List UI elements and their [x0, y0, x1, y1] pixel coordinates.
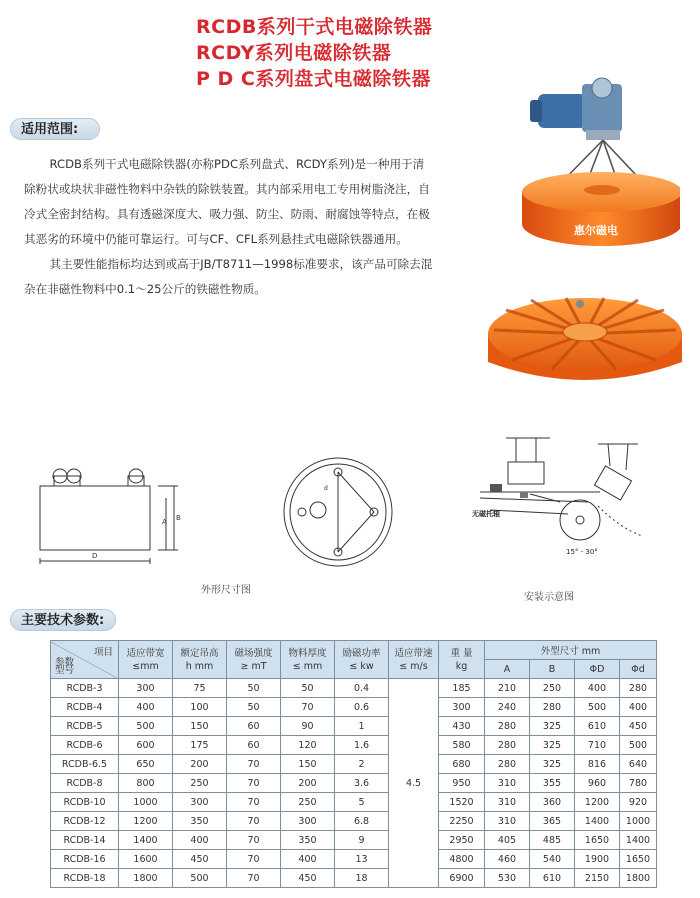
- table-cell: 405: [485, 831, 530, 850]
- table-cell: 250: [530, 679, 575, 698]
- table-cell: 300: [281, 812, 335, 831]
- table-cell: RCDB-16: [51, 850, 119, 869]
- table-cell: RCDB-10: [51, 793, 119, 812]
- corner-model-label: 型号: [55, 664, 75, 676]
- table-cell: RCDB-18: [51, 869, 119, 888]
- table-cell: 200: [173, 755, 227, 774]
- table-cell: RCDB-4: [51, 698, 119, 717]
- corner-param-label: 参数: [55, 656, 75, 668]
- table-cell: 1400: [575, 812, 620, 831]
- table-cell: 1900: [575, 850, 620, 869]
- table-cell: 280: [485, 717, 530, 736]
- table-cell: RCDB-8: [51, 774, 119, 793]
- table-cell: 800: [119, 774, 173, 793]
- table-cell: 2250: [439, 812, 485, 831]
- corner-item-label: 项目: [93, 646, 113, 658]
- table-cell: 1.6: [335, 736, 389, 755]
- table-cell: 310: [485, 812, 530, 831]
- table-cell: 175: [173, 736, 227, 755]
- table-cell: 185: [439, 679, 485, 698]
- table-cell: 1800: [119, 869, 173, 888]
- col-head-material-thickness: 物料厚度 ≤ mm: [281, 641, 335, 679]
- table-cell: 0.6: [335, 698, 389, 717]
- table-cell: 70: [227, 793, 281, 812]
- table-cell: 530: [485, 869, 530, 888]
- table-cell: 1000: [119, 793, 173, 812]
- table-cell: 60: [227, 717, 281, 736]
- table-cell: 150: [281, 755, 335, 774]
- table-cell: 50: [281, 679, 335, 698]
- table-cell: 400: [119, 698, 173, 717]
- table-cell: 280: [620, 679, 657, 698]
- table-cell: 200: [281, 774, 335, 793]
- table-cell: 50: [227, 679, 281, 698]
- speed-merged-cell: 4.5: [389, 679, 439, 888]
- col-head-outer-d: ΦD: [575, 660, 620, 679]
- table-cell: 500: [575, 698, 620, 717]
- table-cell: 18: [335, 869, 389, 888]
- table-cell: 13: [335, 850, 389, 869]
- params-heading: 主要技术参数:: [10, 609, 116, 631]
- table-row: [51, 793, 657, 812]
- table-cell: 300: [173, 793, 227, 812]
- table-cell: 2150: [575, 869, 620, 888]
- brand-label: 惠尔磁电: [574, 224, 618, 237]
- table-cell: 280: [485, 755, 530, 774]
- col-head-hang-height: 额定吊高 h mm: [173, 641, 227, 679]
- outline-top-view: [278, 454, 398, 572]
- table-cell: 1200: [575, 793, 620, 812]
- product-photo-suspended: [508, 74, 680, 254]
- spec-table: [50, 640, 657, 888]
- table-cell: 450: [173, 850, 227, 869]
- table-cell: 4800: [439, 850, 485, 869]
- table-cell: 6.8: [335, 812, 389, 831]
- table-cell: 780: [620, 774, 657, 793]
- table-cell: 75: [173, 679, 227, 698]
- table-row: [51, 774, 657, 793]
- table-cell: 6900: [439, 869, 485, 888]
- spec-table-body: [51, 679, 657, 888]
- col-head-b: B: [530, 660, 575, 679]
- table-cell: 1400: [119, 831, 173, 850]
- col-head-belt-width: 适应带宽 ≤mm: [119, 641, 173, 679]
- table-cell: 150: [173, 717, 227, 736]
- dim-a-label: A: [162, 518, 167, 526]
- table-cell: 240: [485, 698, 530, 717]
- col-head-belt-speed: 适应带速 ≤ m/s: [389, 641, 439, 679]
- table-row: [51, 812, 657, 831]
- table-cell: 540: [530, 850, 575, 869]
- table-cell: 1650: [575, 831, 620, 850]
- table-cell: 0.4: [335, 679, 389, 698]
- table-cell: 310: [485, 793, 530, 812]
- table-cell: 400: [620, 698, 657, 717]
- table-cell: 70: [281, 698, 335, 717]
- table-cell: 450: [620, 717, 657, 736]
- table-cell: 350: [173, 812, 227, 831]
- table-cell: 500: [119, 717, 173, 736]
- dim-b-label: B: [176, 514, 181, 522]
- table-cell: 70: [227, 831, 281, 850]
- install-caption: 安装示意图: [524, 592, 574, 603]
- table-cell: 610: [530, 869, 575, 888]
- scope-heading: 适用范围:: [10, 118, 100, 140]
- table-cell: 250: [281, 793, 335, 812]
- table-cell: 280: [485, 736, 530, 755]
- scope-text: [24, 152, 434, 302]
- scope-paragraph-2: 其主要性能指标均达到或高于JB/T8711—1998标准要求，该产品可除去混杂在非磁性物料中0.1～25公斤的铁磁性物质。: [24, 257, 433, 296]
- table-cell: RCDB-6.5: [51, 755, 119, 774]
- table-cell: 1400: [620, 831, 657, 850]
- table-cell: 400: [173, 831, 227, 850]
- table-row: [51, 717, 657, 736]
- table-cell: 960: [575, 774, 620, 793]
- table-cell: 1: [335, 717, 389, 736]
- table-cell: RCDB-3: [51, 679, 119, 698]
- table-row: [51, 736, 657, 755]
- table-cell: 500: [620, 736, 657, 755]
- table-cell: 600: [119, 736, 173, 755]
- table-cell: 950: [439, 774, 485, 793]
- table-cell: 920: [620, 793, 657, 812]
- table-row: [51, 831, 657, 850]
- header-corner: [51, 641, 119, 679]
- table-cell: 120: [281, 736, 335, 755]
- table-cell: 355: [530, 774, 575, 793]
- table-cell: 70: [227, 755, 281, 774]
- table-cell: 325: [530, 736, 575, 755]
- table-cell: 580: [439, 736, 485, 755]
- angle-label: 15° - 30°: [566, 548, 598, 556]
- table-cell: 325: [530, 755, 575, 774]
- table-cell: 400: [281, 850, 335, 869]
- title-pdc: P D C系列盘式电磁除铁器: [196, 68, 431, 90]
- table-cell: 300: [119, 679, 173, 698]
- dim-d-label: D: [92, 552, 98, 560]
- table-cell: 450: [281, 869, 335, 888]
- title-rcdb: RCDB系列干式电磁除铁器: [196, 16, 433, 38]
- table-cell: 60: [227, 736, 281, 755]
- table-cell: 5: [335, 793, 389, 812]
- outline-side-view: [28, 462, 186, 572]
- col-head-inner-d: Φd: [620, 660, 657, 679]
- table-cell: 485: [530, 831, 575, 850]
- col-head-excitation-power: 励磁功率 ≤ kw: [335, 641, 389, 679]
- table-cell: 710: [575, 736, 620, 755]
- table-cell: 280: [530, 698, 575, 717]
- title-block: [196, 14, 432, 92]
- install-diagram: [470, 432, 660, 562]
- col-head-field-strength: 磁场强度 ≥ mT: [227, 641, 281, 679]
- table-cell: 100: [173, 698, 227, 717]
- table-cell: 2950: [439, 831, 485, 850]
- table-cell: 70: [227, 869, 281, 888]
- table-cell: 310: [485, 774, 530, 793]
- table-cell: 70: [227, 812, 281, 831]
- table-cell: 9: [335, 831, 389, 850]
- table-row: [51, 755, 657, 774]
- table-cell: 1800: [620, 869, 657, 888]
- table-row: [51, 850, 657, 869]
- table-cell: 250: [173, 774, 227, 793]
- table-cell: 350: [281, 831, 335, 850]
- title-rcdy: RCDY系列电磁除铁器: [196, 42, 392, 64]
- scope-paragraph-1: RCDB系列干式电磁除铁器(亦称PDC系列盘式、RCDY系列)是一种用于清除粉状或块状非磁性物料中杂铁的除铁装置。其内部采用电工专用树脂浇注，自冷式全密封结构。具有透磁深度大、吸力强、防尘、防雨、耐腐蚀等特点，在极其恶劣的环境中仍能可靠运行。可与CF、CFL系列悬挂式电磁除铁器通用。: [24, 157, 430, 246]
- table-cell: 1520: [439, 793, 485, 812]
- table-cell: 3.6: [335, 774, 389, 793]
- table-cell: 816: [575, 755, 620, 774]
- table-cell: 1600: [119, 850, 173, 869]
- table-cell: RCDB-14: [51, 831, 119, 850]
- table-cell: 50: [227, 698, 281, 717]
- no-mag-roller-label: 无磁托辊: [472, 510, 500, 518]
- table-cell: 365: [530, 812, 575, 831]
- table-cell: 640: [620, 755, 657, 774]
- outline-caption: 外形尺寸图: [201, 585, 251, 596]
- table-cell: 430: [439, 717, 485, 736]
- table-cell: 400: [575, 679, 620, 698]
- col-head-a: A: [485, 660, 530, 679]
- table-cell: 210: [485, 679, 530, 698]
- table-cell: 1000: [620, 812, 657, 831]
- table-row: [51, 679, 657, 698]
- table-cell: RCDB-6: [51, 736, 119, 755]
- table-cell: RCDB-5: [51, 717, 119, 736]
- col-head-weight: 重 量 kg: [439, 641, 485, 679]
- table-row: [51, 869, 657, 888]
- col-head-dimensions: 外型尺寸 mm: [485, 641, 657, 660]
- table-cell: 650: [119, 755, 173, 774]
- table-cell: 680: [439, 755, 485, 774]
- table-cell: 70: [227, 774, 281, 793]
- table-cell: 610: [575, 717, 620, 736]
- table-row: [51, 698, 657, 717]
- table-cell: 300: [439, 698, 485, 717]
- table-cell: RCDB-12: [51, 812, 119, 831]
- dim-small-d-label: d: [324, 485, 328, 492]
- table-cell: 325: [530, 717, 575, 736]
- table-cell: 460: [485, 850, 530, 869]
- table-cell: 360: [530, 793, 575, 812]
- table-cell: 70: [227, 850, 281, 869]
- table-cell: 1650: [620, 850, 657, 869]
- product-photo-disc: [486, 290, 684, 394]
- table-cell: 90: [281, 717, 335, 736]
- table-cell: 1200: [119, 812, 173, 831]
- table-cell: 500: [173, 869, 227, 888]
- table-cell: 2: [335, 755, 389, 774]
